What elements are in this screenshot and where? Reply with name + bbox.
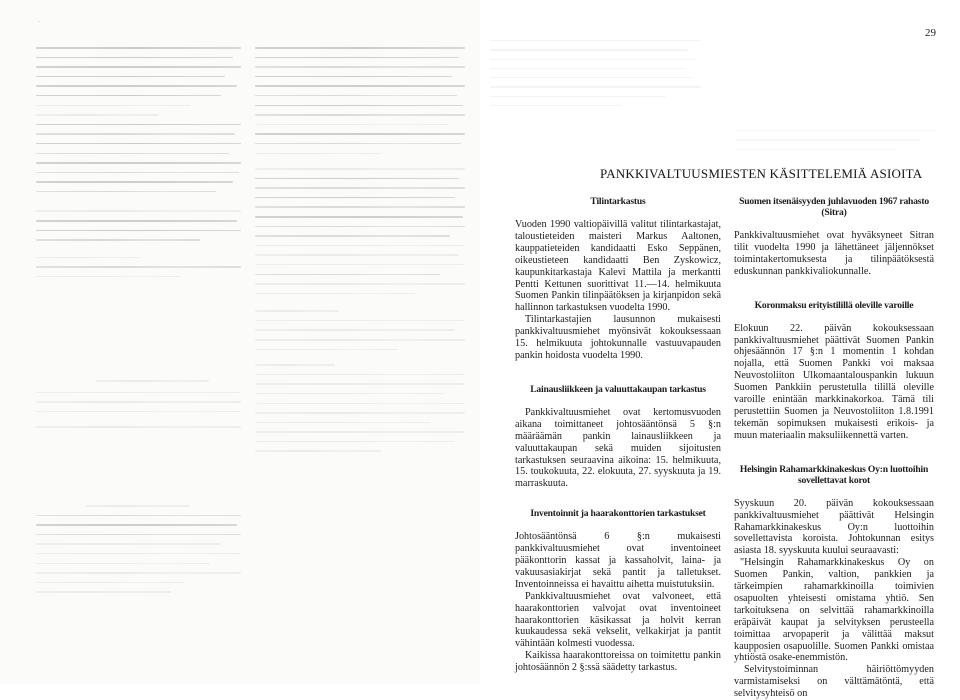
left-page-number-faded: · xyxy=(37,16,41,28)
paragraph: Kaikissa haarakonttoreissa on toimitettu pankin johtosäännön 2 §:ssä säädetty tarkastus. xyxy=(515,650,721,674)
page-title: PANKKIVALTUUSMIESTEN KÄSITTELEMIÄ ASIOITA xyxy=(600,166,923,181)
section-heading: Helsingin Rahamarkkinakeskus Oy:n luottoihin sovellettavat korot xyxy=(739,463,929,486)
faded-text-block xyxy=(36,47,241,285)
page-number: 29 xyxy=(925,27,936,39)
faded-table-block xyxy=(36,380,241,436)
paragraph: Elokuun 22. päivän kokouksessaan pankkivaltuusmiehet päättivät Suomen Pankin ohjesäännön 17 §:n 1 momentin 1 kohdan nojalla, että Suomen Pankki voi maksaa Neuvostoliiton Ulkomaantalouspankin lukuun Suomen Pankkiin perustetulla tilillä oleville varoille enintään markkinakorkoa. Tämä tili perustettiin Suomen ja Neuvostoliiton 1.8.1991 tekemän sopimuksen mukaisesti erikois- ja muun materiaalin maksuliikennettä varten. xyxy=(734,322,934,441)
bleed-through-right xyxy=(736,130,936,170)
text-column-left xyxy=(515,196,721,674)
faded-text-block-bottom xyxy=(36,505,241,601)
paragraph: Pankkivaltuusmiehet ovat hyväksyneet Sitran tilit vuodelta 1990 ja lähettäneet jäljennökset toimintakertomuksesta ja tilinpäätöksestä eduskunnan pankkivaliokunnalle. xyxy=(734,230,934,277)
paragraph: Selvitystoiminnan häiriöttömyyden varmistamiseksi on välttämätöntä, että selvitysyhteisö on xyxy=(734,664,934,700)
paragraph: Pankkivaltuusmiehet ovat kertomusvuoden aikana toimittaneet johtosääntönsä 5 §:n määräämän pankin lainausliikkeen ja valuuttakaupan sekä muiden sijoitusten tarkastuksen seuraavina aikoina: 15. helmikuuta, 15. toukokuuta, 22. elokuuta, 27. syyskuuta ja 19. marraskuuta. xyxy=(515,406,721,490)
section-heading: Tilintarkastus xyxy=(590,196,646,207)
quoted-paragraph: "Helsingin Rahamarkkinakeskus Oy on Suomen Pankin, valtion, pankkien ja tärkeimpien rahamarkkinoilla toimivien osapuolten yhteisesti omistama yhtiö. Sen tarkoituksena on selvittää rahamarkkinoilla eräpäivät kaupat ja selvityksen perusteella toimittaa arvopaperit ja välittää maksut kaupposien osapuolille. Suomen Pankki omistaa yhtiöstä osake-enemmistön. xyxy=(734,557,934,664)
paragraph: Syyskuun 20. päivän kokouksessaan pankkivaltuusmiehet päättivät Helsingin Rahamarkkinakeskus Oy:n luottoihin sovellettavista koroista. Johtokunnan esitys asiasta 18. syyskuuta kuului seuraavasti: xyxy=(734,497,934,557)
faded-text-block-right-column xyxy=(255,47,465,460)
section-heading: Inventoinnit ja haarakonttorien tarkastukset xyxy=(530,508,706,520)
left-page-faded xyxy=(0,0,480,684)
text-column-right xyxy=(734,196,934,700)
paragraph: Tilintarkastajien lausunnon mukaisesti pankkivaltuusmiehet myönsivät kokouksessaan 15. helmikuuta johtokunnalle vastuuvapauden pankin hoidosta vuodelta 1990. xyxy=(515,314,721,361)
section-heading: Suomen itsenäisyyden juhlavuoden 1967 rahasto (Sitra) xyxy=(739,196,929,218)
paragraph: Pankkivaltuusmiehet ovat valvoneet, että haarakonttorien valvojat ovat inventoineet haarakonttorien käsikassat ja holvit kerran kuukaudessa sekä vekselit, velkakirjat ja pantit vähintään kolmesti vuodessa. xyxy=(515,590,721,650)
paragraph: Johtosääntönsä 6 §:n mukaisesti pankkivaltuusmiehet ovat inventoineet pääkonttorin kassat ja kassaholvit, laina- ja vakuusasiakirjat sekä pantit ja talletukset. Inventoinneissa ei havaittu aihetta muistutuksiin. xyxy=(515,531,721,590)
section-heading: Koronmaksu erityistilillä oleville varoille xyxy=(754,299,914,311)
section-heading: Lainausliikkeen ja valuuttakaupan tarkastus xyxy=(530,383,706,395)
paragraph: Vuoden 1990 valtiopäivillä valitut tilintarkastajat, taloustieteiden maisteri Markus Aaltonen, kauppatieteiden kandidaatti Esko Seppänen, oikeustieteen kandidaatti Ben Zyskowicz, kaupunkitarkastaja Kalevi Mattila ja merkantti Pentti Kettunen suorittivat 11.—14. helmikuuta Suomen Pankin tilinpäätöksen ja kirjanpidon sekä hallinnon tarkastuksen vuodelta 1990. xyxy=(515,219,721,314)
